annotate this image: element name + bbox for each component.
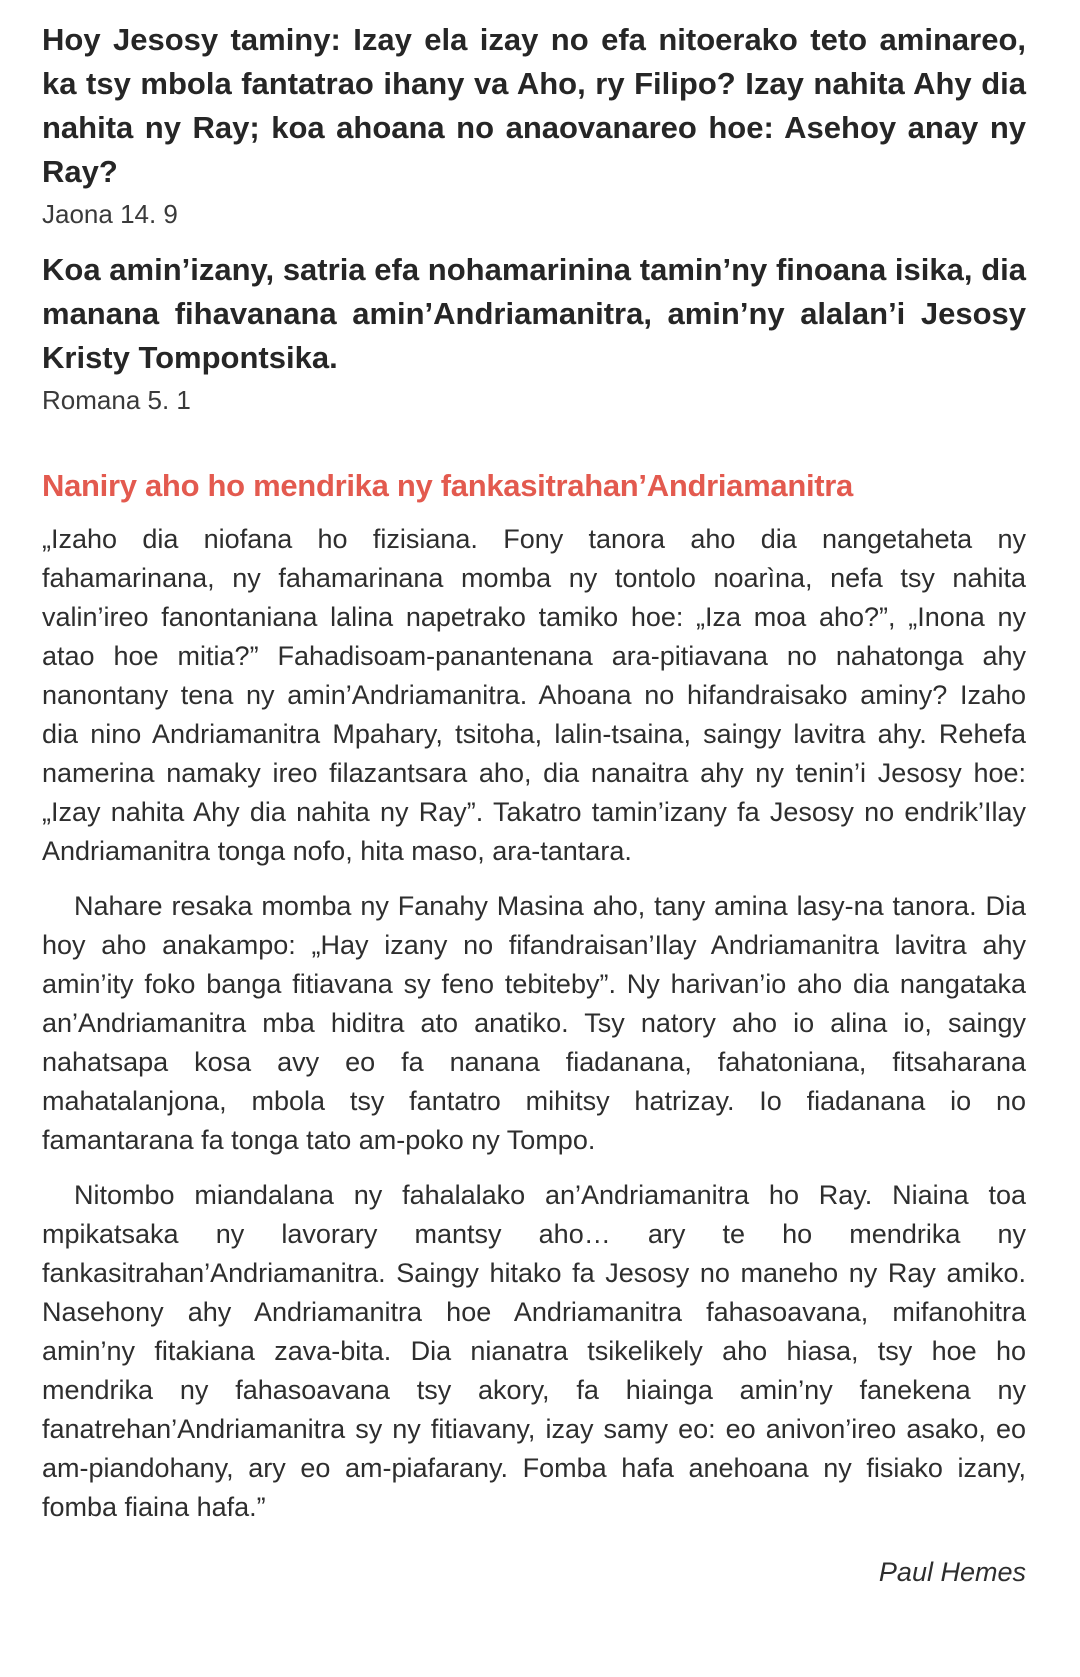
article-author: Paul Hemes xyxy=(878,1557,1026,1587)
article-paragraph: „Izaho dia niofana ho fizisiana. Fony tanora aho dia nangetaheta ny fahamarinana, ny fahamarinana momba ny tontolo noarìna, nefa tsy nahita valin’ireo fanontaniana lalina napetrako tamiko hoe: „Iza moa aho?”, „Inona ny atao hoe mitia?” Fahadisoam-panantenana ara-pitiavana no nahatonga ahy nanontany tena ny amin’Andriamanitra. Ahoana no hifandraisako aminy? Izaho dia nino Andriamanitra Mpahary, tsitoha, lalin-tsaina, saingy lavitra ahy. Rehefa namerina namaky ireo filazantsara aho, dia nanaitra ahy ny tenin’i Jesosy hoe: „Izay nahita Ahy dia nahita ny Ray”. Takatro tamin’izany fa Jesosy no endrik’Ilay Andriamanitra tonga nofo, hita maso, ara-tantara. xyxy=(42,524,1026,866)
article-title: Naniry aho ho mendrika ny fankasitrahan’Andriamanitra xyxy=(42,468,853,503)
bible-verse-1: Hoy Jesosy taminy: Izay ela izay no efa nitoerako teto aminareo, ka tsy mbola fantatrao ihany va Aho, ry Filipo? Izay nahita Ahy dia nahita ny Ray; koa ahoana no anaovanareo hoe: Asehoy anay ny Ray? xyxy=(42,22,1026,189)
verse-reference-1: Jaona 14. 9 xyxy=(42,199,178,229)
article-paragraph: Nitombo miandalana ny fahalalako an’Andriamanitra ho Ray. Niaina toa mpikatsaka ny lavorary mantsy aho… ary te ho mendrika ny fankasitrahan’Andriamanitra. Saingy hitako fa Jesosy no maneho ny Ray amiko. Nasehony ahy Andriamanitra hoe Andriamanitra fahasoavana, mifanohitra amin’ny fitakiana zava-bita. Dia nianatra tsikelikely aho hiasa, tsy hoe ho mendrika ny fahasoavana tsy akory, fa hiainga amin’ny fanekena ny fanatrehan’Andriamanitra sy ny fitiavany, izay samy eo: eo anivon’ireo asako, eo am-piandohany, ary eo am-piafarany. Fomba hafa anehoana ny fisiako izany, fomba fiaina hafa.” xyxy=(42,1180,1026,1522)
article-paragraph: Nahare resaka momba ny Fanahy Masina aho, tany amina lasy-na tanora. Dia hoy aho anakampo: „Hay izany no fifandraisan’Ilay Andriamanitra lavitra ahy amin’ity foko banga fitiavana sy feno tebiteby”. Ny harivan’io aho dia nangataka an’Andriamanitra mba hiditra ato anatiko. Tsy natory aho io alina io, saingy nahatsapa kosa avy eo fa nanana fiadanana, fahatoniana, fitsaharana mahatalanjona, mbola tsy fantatro mihitsy hatrizay. Io fiadanana io no famantarana fa tonga tato am-poko ny Tompo. xyxy=(42,891,1026,1155)
bible-verse-2: Koa amin’izany, satria efa nohamarinina tamin’ny finoana isika, dia manana fihavanana amin’Andriamanitra, amin’ny alalan’i Jesosy Kristy Tompontsika. xyxy=(42,252,1026,375)
verse-reference-2: Romana 5. 1 xyxy=(42,385,191,415)
